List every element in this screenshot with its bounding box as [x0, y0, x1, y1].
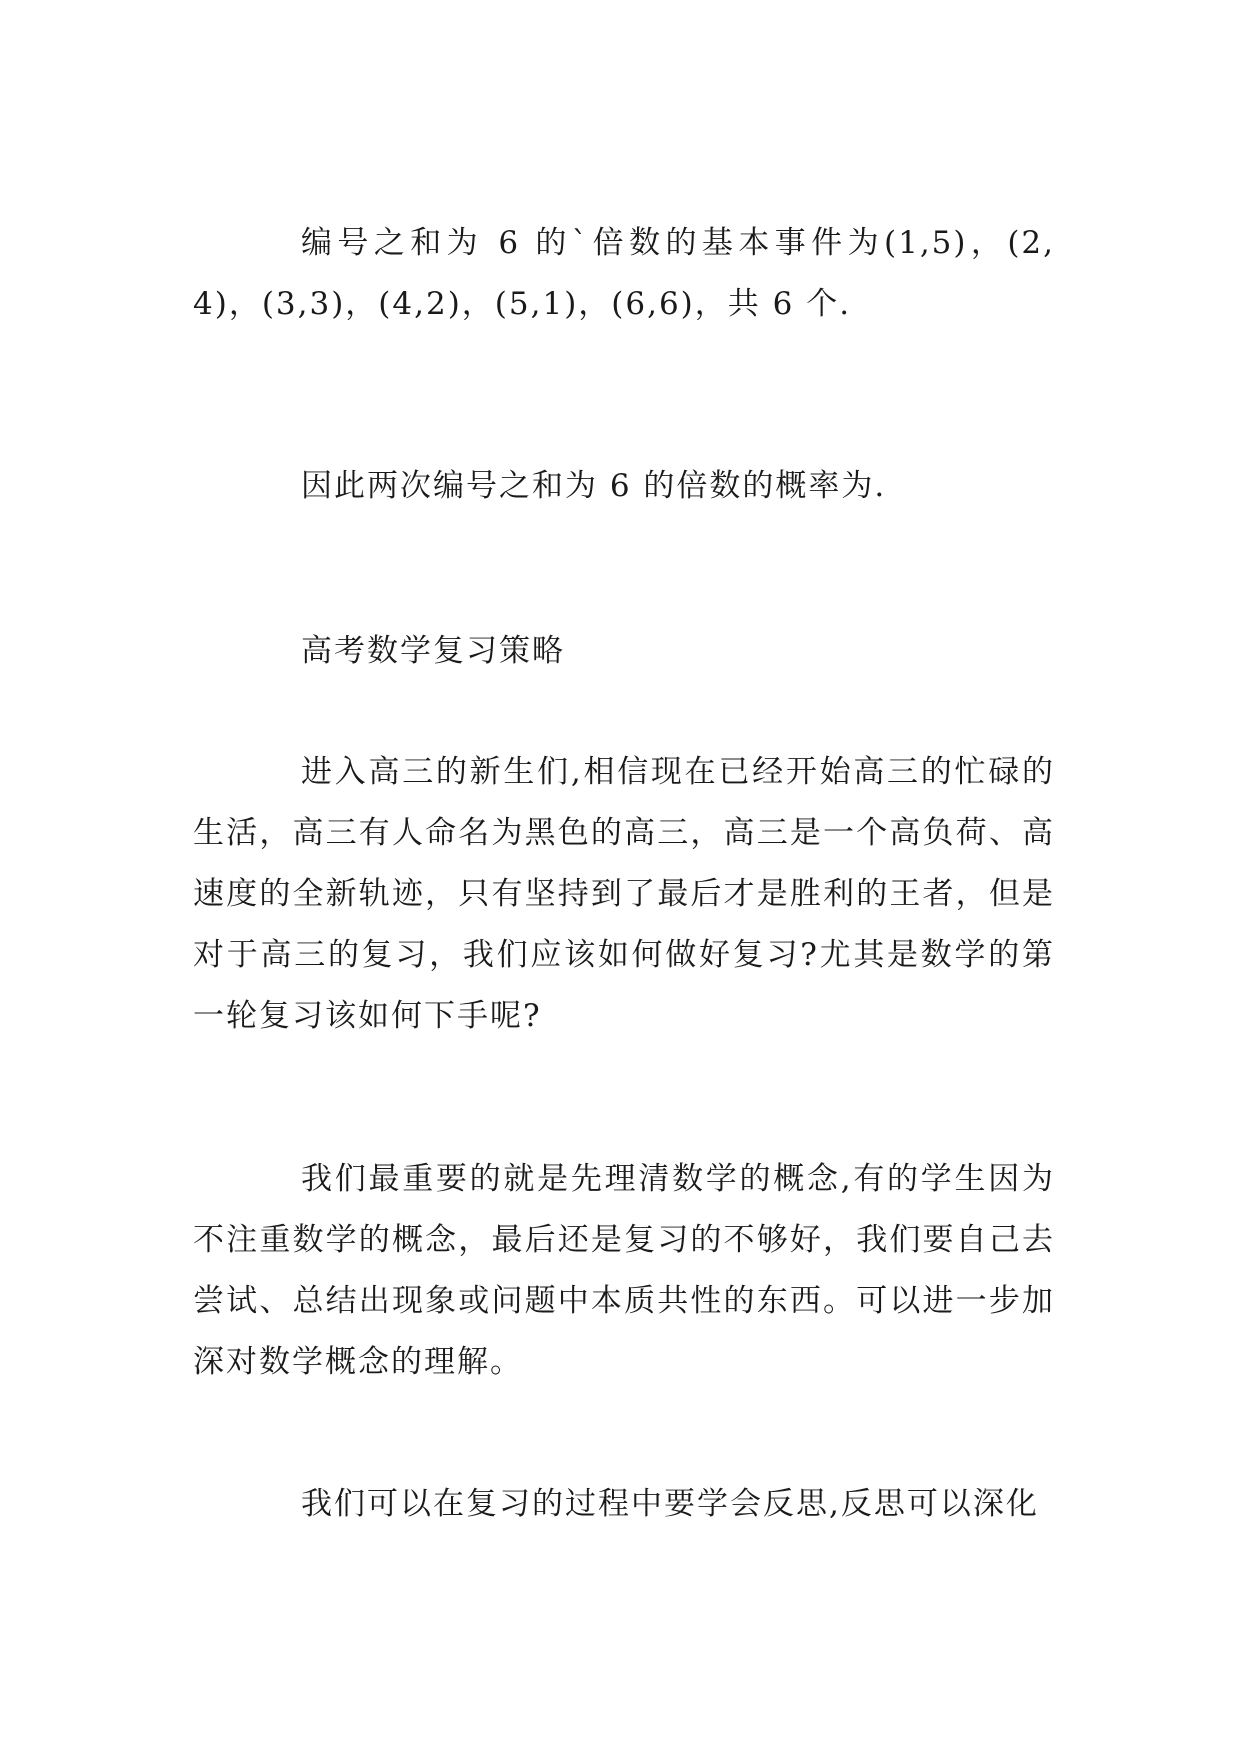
paragraph-probability: 因此两次编号之和为 6 的倍数的概率为.	[301, 468, 887, 504]
section-heading: 高考数学复习策略	[301, 633, 565, 669]
paragraph-concepts: 我们最重要的就是先理清数学的概念,有的学生因为不注重数学的概念，最后还是复习的不够好，我们要自己去尝试、总结出现象或问题中本质共性的东西。可以进一步加深对数学概念的理解。	[193, 1161, 1055, 1380]
paragraph-event-count: 编号之和为 6 的`倍数的基本事件为(1,5)，(2,4)，(3,3)，(4,2)，(5,1)，(6,6)，共 6 个.	[193, 225, 1055, 322]
paragraph-intro: 进入高三的新生们,相信现在已经开始高三的忙碌的生活，高三有人命名为黑色的高三，高三是一个高负荷、高速度的全新轨迹，只有坚持到了最后才是胜利的王者，但是对于高三的复习，我们应该如何做好复习?尤其是数学的第一轮复习该如何下手呢?	[193, 754, 1055, 1034]
paragraph-reflection: 我们可以在复习的过程中要学会反思,反思可以深化	[301, 1486, 1039, 1522]
